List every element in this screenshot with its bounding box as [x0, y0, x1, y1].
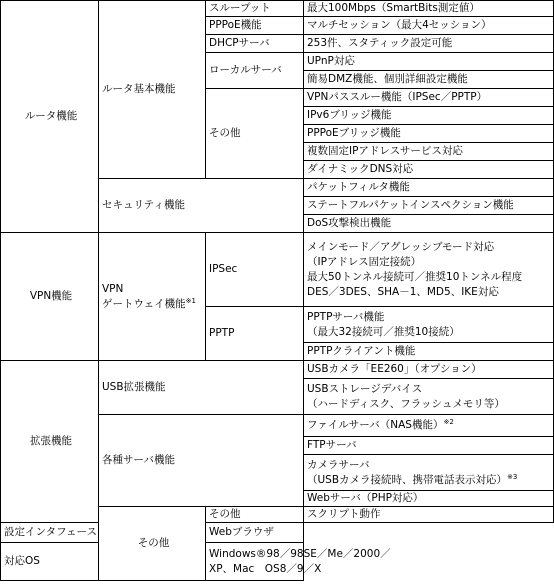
pppoe-value: マルチセッション（最大4セッション）	[304, 17, 554, 35]
local-server-value: UPnP対応	[304, 53, 554, 71]
ipsec-label: IPSec	[206, 233, 304, 307]
security-value: ステートフルパケットインスペクション機能	[304, 197, 554, 215]
dhcp-value: 253件、スタティック設定可能	[304, 35, 554, 53]
note-mark: ※1	[185, 296, 196, 305]
ftp-server-value: FTPサーバ	[304, 437, 554, 455]
security-value: パケットフィルタ機能	[304, 179, 554, 197]
security-value: DoS攻撃検出機能	[304, 215, 554, 233]
ui-value: Webブラウザ	[206, 523, 304, 543]
pppoe-label: PPPoE機能	[206, 17, 304, 35]
note-mark: ※3	[507, 472, 518, 481]
pptp-client-value: PPTPクライアント機能	[304, 343, 554, 361]
router-other-value: ダイナミックDNS対応	[304, 161, 554, 179]
router-other-value: IPv6ブリッジ機能	[304, 107, 554, 125]
router-other-value: PPPoEブリッジ機能	[304, 125, 554, 143]
category-vpn: VPN機能	[1, 233, 99, 361]
category-router: ルータ機能	[1, 1, 99, 233]
ui-label: 設定インタフェース	[1, 523, 206, 543]
local-server-value: 簡易DMZ機能、個別詳細設定機能	[304, 71, 554, 89]
usb-camera-value: USBカメラ「EE260」（オプション）	[304, 361, 554, 379]
os-label: 対応OS	[1, 543, 206, 581]
file-server-value: ファイルサーバ（NAS機能）$^{※2}$	[304, 415, 554, 437]
throughput-value: 最大100Mbps（SmartBits測定値）	[304, 1, 554, 17]
camera-server-value: カメラサーバ （USBカメラ接続時、携帯電話表示対応）$^{※3}$	[304, 455, 554, 491]
usb-label: USB拡張機能	[99, 361, 304, 415]
other-script-label: その他	[206, 507, 304, 523]
router-other-value: 複数固定IPアドレスサービス対応	[304, 143, 554, 161]
usb-storage-value: USBストレージデバイス （ハードディスク、フラッシュメモリ等）	[304, 379, 554, 415]
local-server-label: ローカルサーバ	[206, 53, 304, 89]
category-expansion: 拡張機能	[1, 361, 99, 523]
servers-label: 各種サーバ機能	[99, 415, 304, 507]
script-label: スクリプト動作	[304, 507, 554, 523]
throughput-label: スループット	[206, 1, 304, 17]
router-other-value: VPNパススルー機能（IPSec／PPTP）	[304, 89, 554, 107]
web-server-value: Webサーバ（PHP対応）	[304, 491, 554, 507]
category-other: その他	[99, 507, 206, 581]
dhcp-label: DHCPサーバ	[206, 35, 304, 53]
pptp-server-value: PPTPサーバ機能 （最大32接続可／推奨10接続）	[304, 307, 554, 343]
vpn-gateway-label: VPN ゲートウェイ機能$^{※1}$	[99, 233, 206, 361]
pptp-label: PPTP	[206, 307, 304, 361]
note-mark: ※2	[443, 418, 454, 426]
ipsec-value: メインモード／アグレッシブモード対応 （IPアドレス固定接続） 最大50トンネル接続可／推奨10トンネル程度 DES／3DES、SHA－1、MD5、IKE対応	[304, 233, 554, 307]
os-value: Windows®98／98SE／Me／2000／ XP、Mac OS8／9／X	[206, 543, 304, 581]
security-label: セキュリティ機能	[99, 179, 304, 233]
router-basic-label: ルータ基本機能	[99, 1, 206, 179]
router-other-label: その他	[206, 89, 304, 179]
